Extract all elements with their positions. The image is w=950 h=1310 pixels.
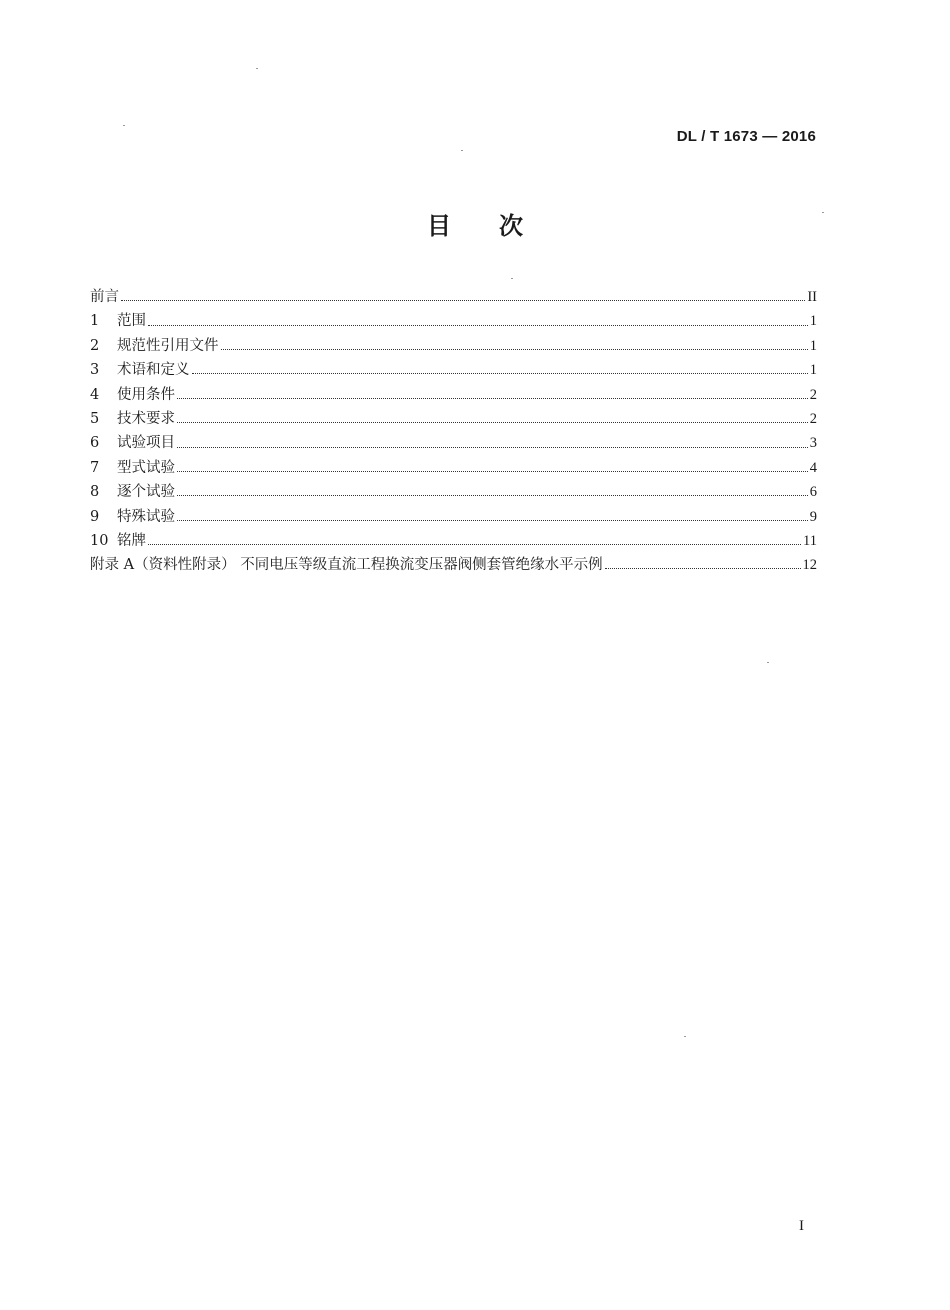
- toc-entry-page: 1: [809, 337, 817, 354]
- toc-entry-scope[interactable]: [90, 309, 817, 333]
- toc-dot-leader: [177, 397, 808, 399]
- toc-entry-service-conditions[interactable]: [90, 383, 817, 407]
- toc-entry-annex-a[interactable]: [90, 553, 817, 577]
- toc-title-char: 目: [427, 211, 451, 240]
- toc-entry-page: 6: [809, 484, 817, 501]
- toc-entry-label: 铭牌: [117, 532, 146, 549]
- toc-entry-foreword[interactable]: [90, 285, 817, 309]
- toc-entry-page: 2: [809, 386, 817, 403]
- toc-entry-number: 9: [90, 508, 100, 525]
- scan-speck: [511, 278, 513, 279]
- toc-entry-label: 逐个试验: [117, 484, 175, 501]
- toc-entry-page: 1: [809, 313, 817, 330]
- toc-dot-leader: [177, 421, 808, 423]
- toc-entry-number: 7: [90, 459, 100, 476]
- toc-entry-special-tests[interactable]: [90, 505, 817, 529]
- toc-entry-number: 3: [90, 362, 100, 379]
- toc-entry-normative-references[interactable]: [90, 334, 817, 358]
- toc-entry-page: 9: [809, 508, 817, 525]
- toc-entry-label: 技术要求: [117, 410, 175, 427]
- toc-entry-page: II: [807, 289, 817, 305]
- toc-dot-leader: [192, 372, 808, 374]
- toc-entry-technical-requirements[interactable]: [90, 407, 817, 431]
- toc-entry-number: 10: [90, 532, 109, 549]
- toc-entry-number: 6: [90, 435, 100, 452]
- toc-dot-leader: [177, 446, 808, 448]
- toc-dot-leader: [148, 324, 808, 326]
- scan-speck: [684, 1036, 686, 1037]
- toc-dot-leader: [177, 470, 808, 472]
- scan-speck: [256, 68, 258, 69]
- toc-entry-label: 前言: [90, 289, 119, 305]
- toc-entry-number: 5: [90, 410, 100, 427]
- toc-entry-number: 4: [90, 386, 100, 403]
- toc-dot-leader: [177, 519, 808, 521]
- toc-title-char: 次: [499, 211, 523, 240]
- toc-entry-page: 3: [809, 435, 817, 452]
- toc-entry-label: 术语和定义: [117, 362, 190, 379]
- toc-entry-number: 2: [90, 337, 100, 354]
- toc-entry-label: 规范性引用文件: [117, 337, 219, 354]
- scan-speck: [123, 125, 125, 126]
- toc-entry-page: 2: [809, 410, 817, 427]
- toc-entry-test-items[interactable]: [90, 431, 817, 455]
- scan-speck: [767, 662, 769, 663]
- toc-entry-label: 试验项目: [117, 435, 175, 452]
- document-code: DL / T 1673 — 2016: [676, 128, 816, 145]
- toc-entry-nameplate[interactable]: [90, 529, 817, 553]
- toc-entry-number: 8: [90, 484, 100, 501]
- toc-entry-page: 11: [803, 532, 817, 549]
- toc-entry-label: 特殊试验: [117, 508, 175, 525]
- toc-entry-label: 型式试验: [117, 459, 175, 476]
- toc-dot-leader: [605, 567, 801, 569]
- toc-entry-label: 附录 A（资料性附录） 不同电压等级直流工程换流变压器阀侧套管绝缘水平示例: [90, 557, 603, 574]
- toc-dot-leader: [148, 543, 801, 545]
- scan-speck: [461, 150, 463, 151]
- scan-speck: [822, 212, 824, 213]
- toc-entry-page: 12: [802, 557, 817, 574]
- toc-entry-type-tests[interactable]: [90, 456, 817, 480]
- toc-title: [0, 206, 950, 241]
- toc-entry-terms-definitions[interactable]: [90, 358, 817, 382]
- toc-dot-leader: [121, 299, 805, 301]
- toc-entry-label: 范围: [117, 313, 146, 330]
- toc-entry-routine-tests[interactable]: [90, 480, 817, 504]
- toc-entry-label: 使用条件: [117, 386, 175, 403]
- toc-dot-leader: [221, 348, 808, 350]
- toc-entry-number: 1: [90, 313, 100, 330]
- toc-entry-page: 4: [809, 459, 817, 476]
- table-of-contents: [90, 285, 817, 578]
- toc-entry-page: 1: [809, 362, 817, 379]
- page-number: I: [799, 1218, 804, 1234]
- toc-dot-leader: [177, 494, 808, 496]
